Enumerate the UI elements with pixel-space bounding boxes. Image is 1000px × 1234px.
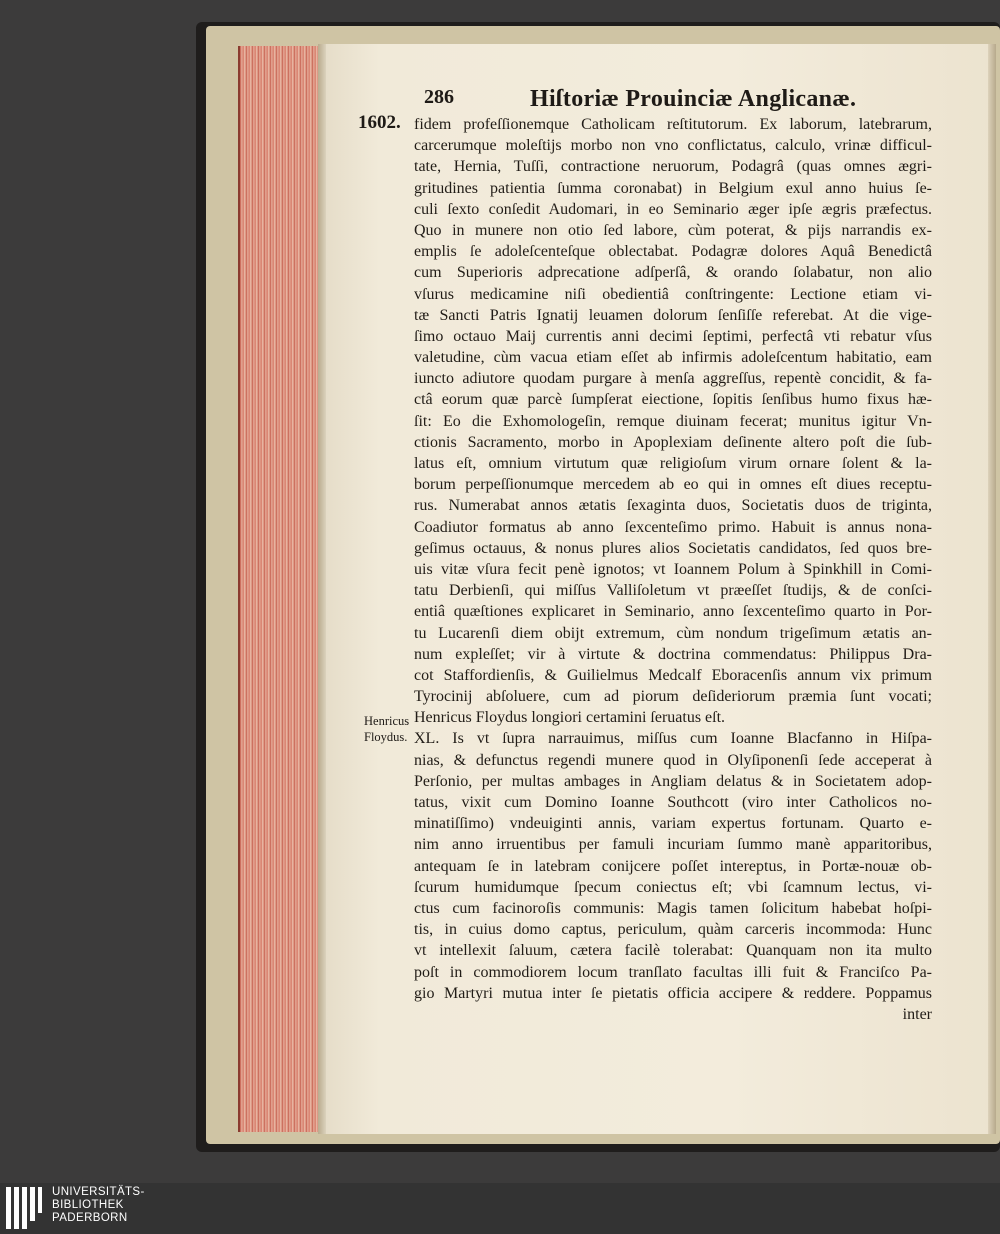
text-line: poſt in commodiorem locum tranſlato facultas illi fuit & Franciſco Pa-: [414, 963, 932, 981]
text-line: cot Staffordienſis, & Guilielmus Medcalf Eboracenſis annum vix primum: [414, 666, 932, 684]
text-line: valetudine, cùm vacua etiam eſſet ab infirmis adoleſcentum habitatio, eam: [414, 349, 932, 367]
text-line: uis vitæ vſura fecit penè ignotos; vt Ioannem Polum à Spinkhill in Comi-: [414, 560, 932, 578]
text-line: ſit: Eo die Exhomologeſin, remque diuinam fecerat; munitus igitur Vn-: [414, 412, 932, 430]
text-line: ſcurum humidumque ſpecum coniectus eſt; vbi ſcamnum lectus, vi-: [414, 878, 932, 896]
text-line: entiâ quæſtiones explicaret in Seminario, anno ſexcenteſimo quarto in Por-: [414, 603, 932, 621]
text-line: culi ſexto conſedit Audomari, in eo Seminario æger ipſe ægris præfectus.: [414, 200, 932, 218]
text-line: tis, in cuius domo captus, periculum, quàm carceris incommoda: Hunc: [414, 921, 932, 939]
text-line: ctus cum facinoroſis communis: Magis tamen ſolicitum habebat hoſpi-: [414, 899, 932, 917]
running-title: Hiſtoriæ Prouinciæ Anglicanæ.: [530, 86, 857, 112]
text-line: tatu Derbienſi, qui miſſus Valliſoletum vt præeſſet ſtudijs, & de conſci-: [414, 582, 932, 600]
text-line: ſimo octauo Maij currentis anni decimi ſeptimi, perfectâ vti rebatur vſus: [414, 327, 932, 345]
text-line: num expleſſet; vir à virtute & doctrina commendatus: Philippus Dra-: [414, 645, 932, 663]
body-text: [414, 114, 932, 1025]
text-line: vt intellexit ſaluum, cætera facilè tolerabat: Quanquam non ita multo: [414, 942, 932, 960]
text-line: latus eſt, omnium virtutum quæ religioſum virum ornare ſolent & la-: [414, 455, 932, 472]
text-line: vſurus medicamine niſi obedientiâ conſtringente: Lectione etiam vi-: [414, 285, 932, 303]
text-line: Tyrocinij abſoluere, cum ad piorum deſideriorum præmia ſunt vocati;: [414, 688, 932, 706]
library-name-line: PADERBORN: [52, 1212, 128, 1224]
side-note: Floydus.: [364, 730, 408, 744]
text-line: emplis ſe adoleſcenteſque oblectabat. Podagræ dolores Aquâ Benedictâ: [414, 243, 932, 261]
text-line: Quo in munere non otio ſed labore, cùm poterat, & pijs narrandis ex-: [414, 221, 932, 239]
text-line: ctâ eorum quæ parcè ſumpſerat eiectione, ſopitis ſenſibus humo fixus hæ-: [414, 391, 932, 409]
text-line: ctionis Sacramento, morbo in Apoplexiam deſinente altero poſt die ſub-: [414, 433, 932, 451]
library-name-line: BIBLIOTHEK: [52, 1199, 124, 1211]
footer-bar: [0, 1183, 1000, 1234]
text-line: tatus, vixit cum Domino Ioanne Southcott (viro inter Catholicos no-: [414, 794, 932, 811]
text-line: XL. Is vt ſupra narrauimus, miſſus cum Ioanne Blacfanno in Hiſpa-: [414, 730, 932, 748]
side-note: Henricus: [364, 714, 410, 728]
text-line: Coadiutor formatus ab anno ſexcenteſimo primo. Habuit is annus nona-: [414, 518, 932, 536]
text-line: antequam ſe in latebram conijcere poſſet intereptus, in Portæ-nouæ ob-: [414, 857, 932, 875]
text-line: gritudines patientia ſumma coronabat) in Belgium exul anno huius ſe-: [414, 179, 932, 197]
text-line: nias, & defunctus regendi munere quod in Olyſiponenſi ſede acceperat à: [414, 751, 932, 769]
text-line: borum perpeſſionumque mercedem ab eo qui in omnes eſt diues receptu-: [414, 476, 932, 494]
text-line: geſimus octauus, & nonus plures alios Societatis candidatos, ſed quos bre-: [414, 539, 932, 557]
text-line: Henricus Floydus longiori certamini ſeruatus eſt.: [414, 709, 726, 727]
year-margin-note: 1602.: [358, 112, 401, 133]
page-number: 286: [424, 86, 454, 108]
text-line: nim anno irruentibus per famuli incuriam ſummo manè apparitoribus,: [414, 836, 932, 854]
catchword: inter: [902, 1005, 932, 1023]
library-logo-icon: [6, 1187, 46, 1229]
text-line: tate, Hernia, Tuſſi, contractione neruorum, Podagrâ (quas omnes ægri-: [414, 158, 932, 176]
text-line: iuncto adiutore quodam purgare à menſa aggreſſus, repentè concidit, & fa-: [414, 370, 932, 388]
text-line: fidem profeſſionemque Catholicam reſtitutorum. Ex laborum, latebrarum,: [414, 116, 932, 133]
text-line: carcerumque moleſtijs morbo non vno conflictatus, calculo, vrinæ difficul-: [414, 137, 932, 155]
text-line: minatiſſimo) vndeuiginti annis, variam expertus fortunam. Quarto e-: [414, 815, 932, 833]
library-name: [52, 1186, 145, 1225]
library-name-line: UNIVERSITÄTS-: [52, 1186, 145, 1198]
text-line: rus. Numerabat annos ætatis ſexaginta duos, Societatis duos de triginta,: [414, 497, 932, 515]
text-line: Perſonio, per multas ambages in Angliam delatus & in Societatem adop-: [414, 772, 932, 790]
text-line: tæ Sancti Patris Ignatij leuamen dolorum ſenſiſſe referebat. At die vige-: [414, 306, 932, 324]
text-line: cum Superioris adprecatione adſperſâ, & orando ſolabatur, non alio: [414, 264, 932, 282]
page-edge-right: [988, 44, 996, 1134]
page-edges: [238, 46, 322, 1132]
text-line: tu Lucarenſi diem obijt extremum, cùm nondum trigeſimum ætatis an-: [414, 624, 932, 642]
text-line: gio Martyri mutua inter ſe pietatis officia accipere & reddere. Poppamus: [414, 984, 932, 1002]
